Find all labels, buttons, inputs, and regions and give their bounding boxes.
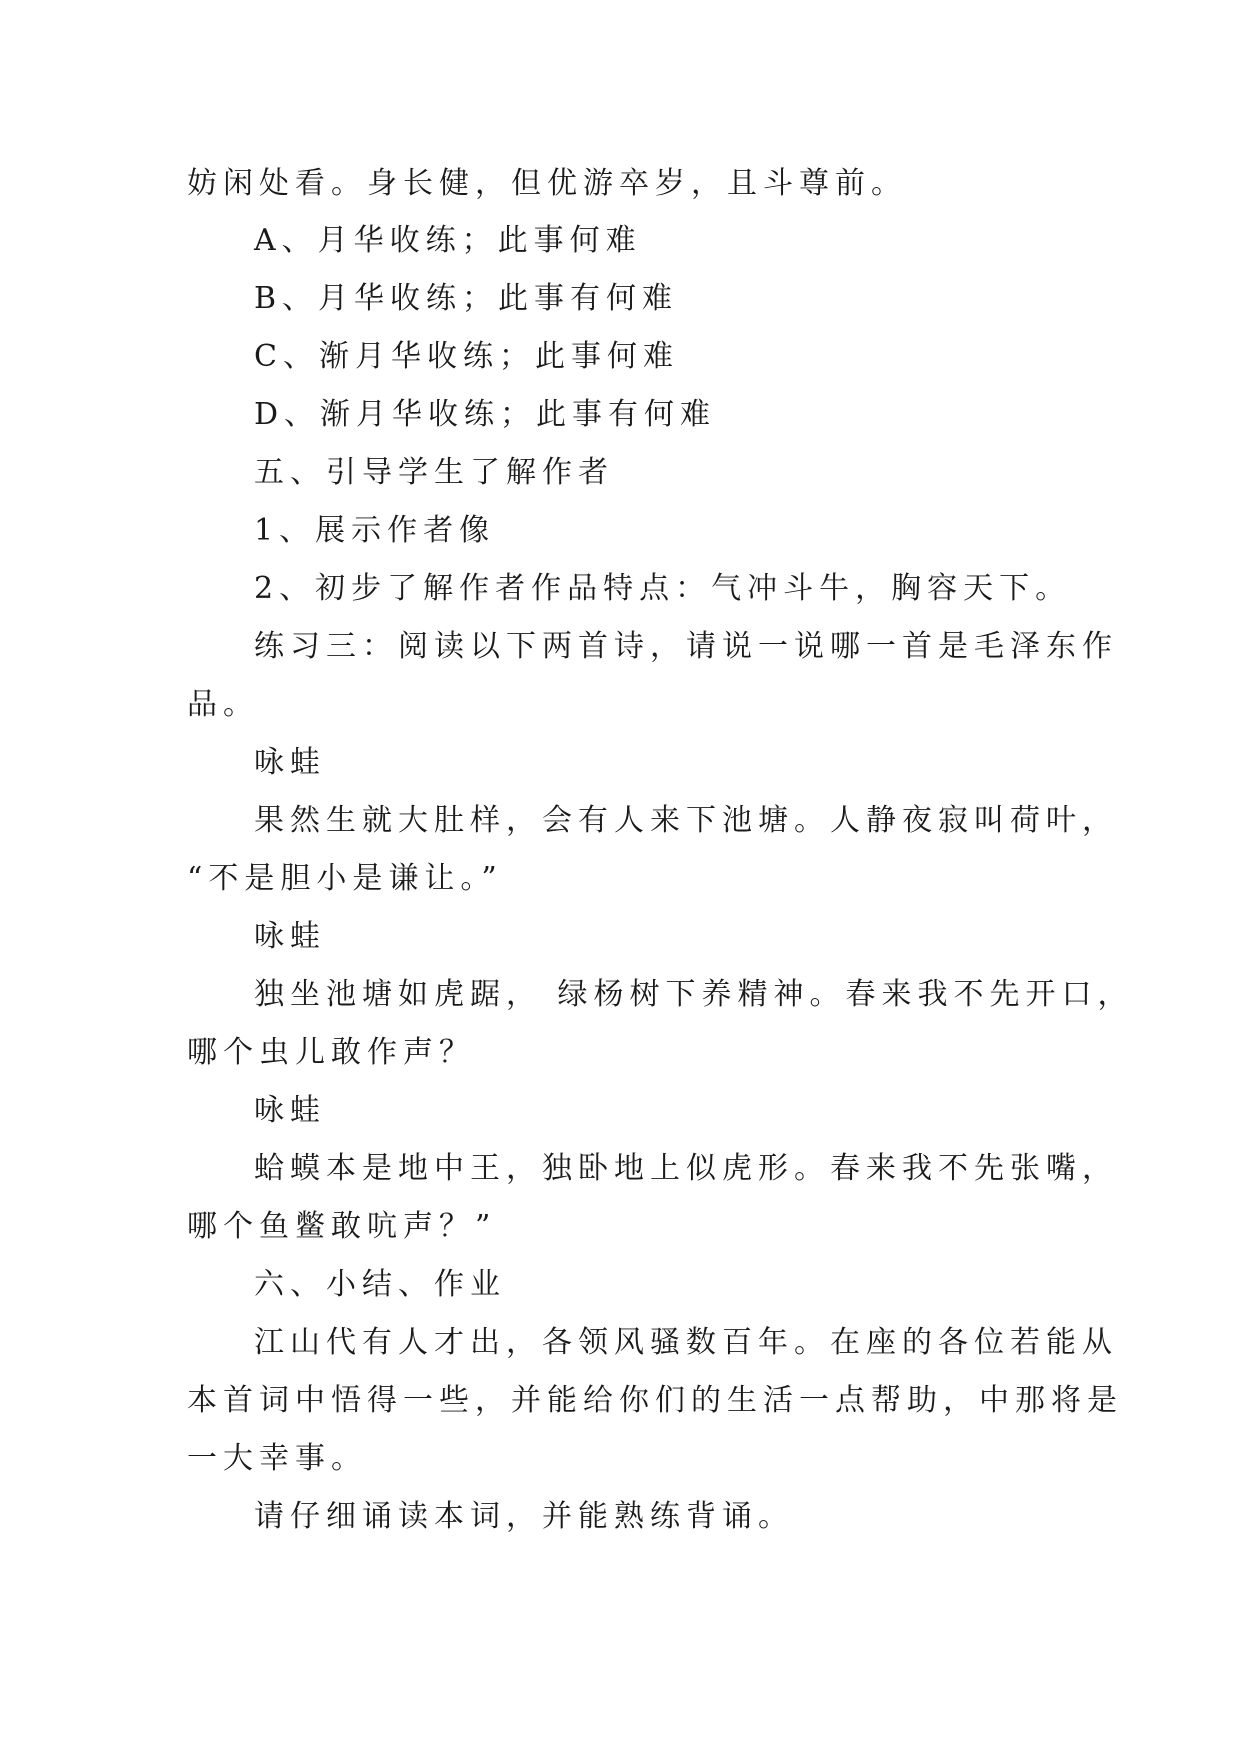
list-item: 1、展示作者像 [254,513,496,548]
option-d: D、渐月华收练；此事有何难 [254,397,717,432]
option-c: C、渐月华收练；此事何难 [254,339,679,374]
list-item: 2、初步了解作者作品特点：气冲斗牛，胸容天下。 [254,571,1072,606]
poem-line: 哪个虫儿敢作声？ [187,1035,475,1070]
paragraph-line: 一大幸事。 [187,1441,367,1476]
paragraph-line: 请仔细诵读本词，并能熟练背诵。 [254,1499,794,1534]
text-line: 妨闲处看。身长健，但优游卒岁，且斗尊前。 [187,166,907,201]
poem-line: “不是胆小是谦让。” [187,861,503,896]
paragraph-line: 本首词中悟得一些，并能给你们的生活一点帮助，中那将是 [187,1383,1123,1418]
paragraph-line: 江山代有人才出，各领风骚数百年。在座的各位若能从 [254,1325,1118,1360]
poem-line: 果然生就大肚样，会有人来下池塘。人静夜寂叫荷叶， [254,803,1118,838]
option-a: A、月华收练；此事何难 [254,223,642,258]
poem-title: 咏蛙 [254,919,326,954]
poem-line: 哪个鱼鳖敢吭声？” [187,1209,497,1244]
section-heading: 五、引导学生了解作者 [254,455,614,490]
exercise-prompt: 练习三：阅读以下两首诗，请说一说哪一首是毛泽东作 [254,629,1118,664]
poem-title: 咏蛙 [254,745,326,780]
poem-line: 蛤蟆本是地中王，独卧地上似虎形。春来我不先张嘴， [254,1151,1118,1186]
option-b: B、月华收练；此事有何难 [254,281,679,316]
poem-title: 咏蛙 [254,1093,326,1128]
text-line: 品。 [187,687,259,722]
poem-line: 独坐池塘如虎踞， 绿杨树下养精神。春来我不先开口， [254,977,1134,1012]
section-heading: 六、小结、作业 [254,1267,506,1302]
